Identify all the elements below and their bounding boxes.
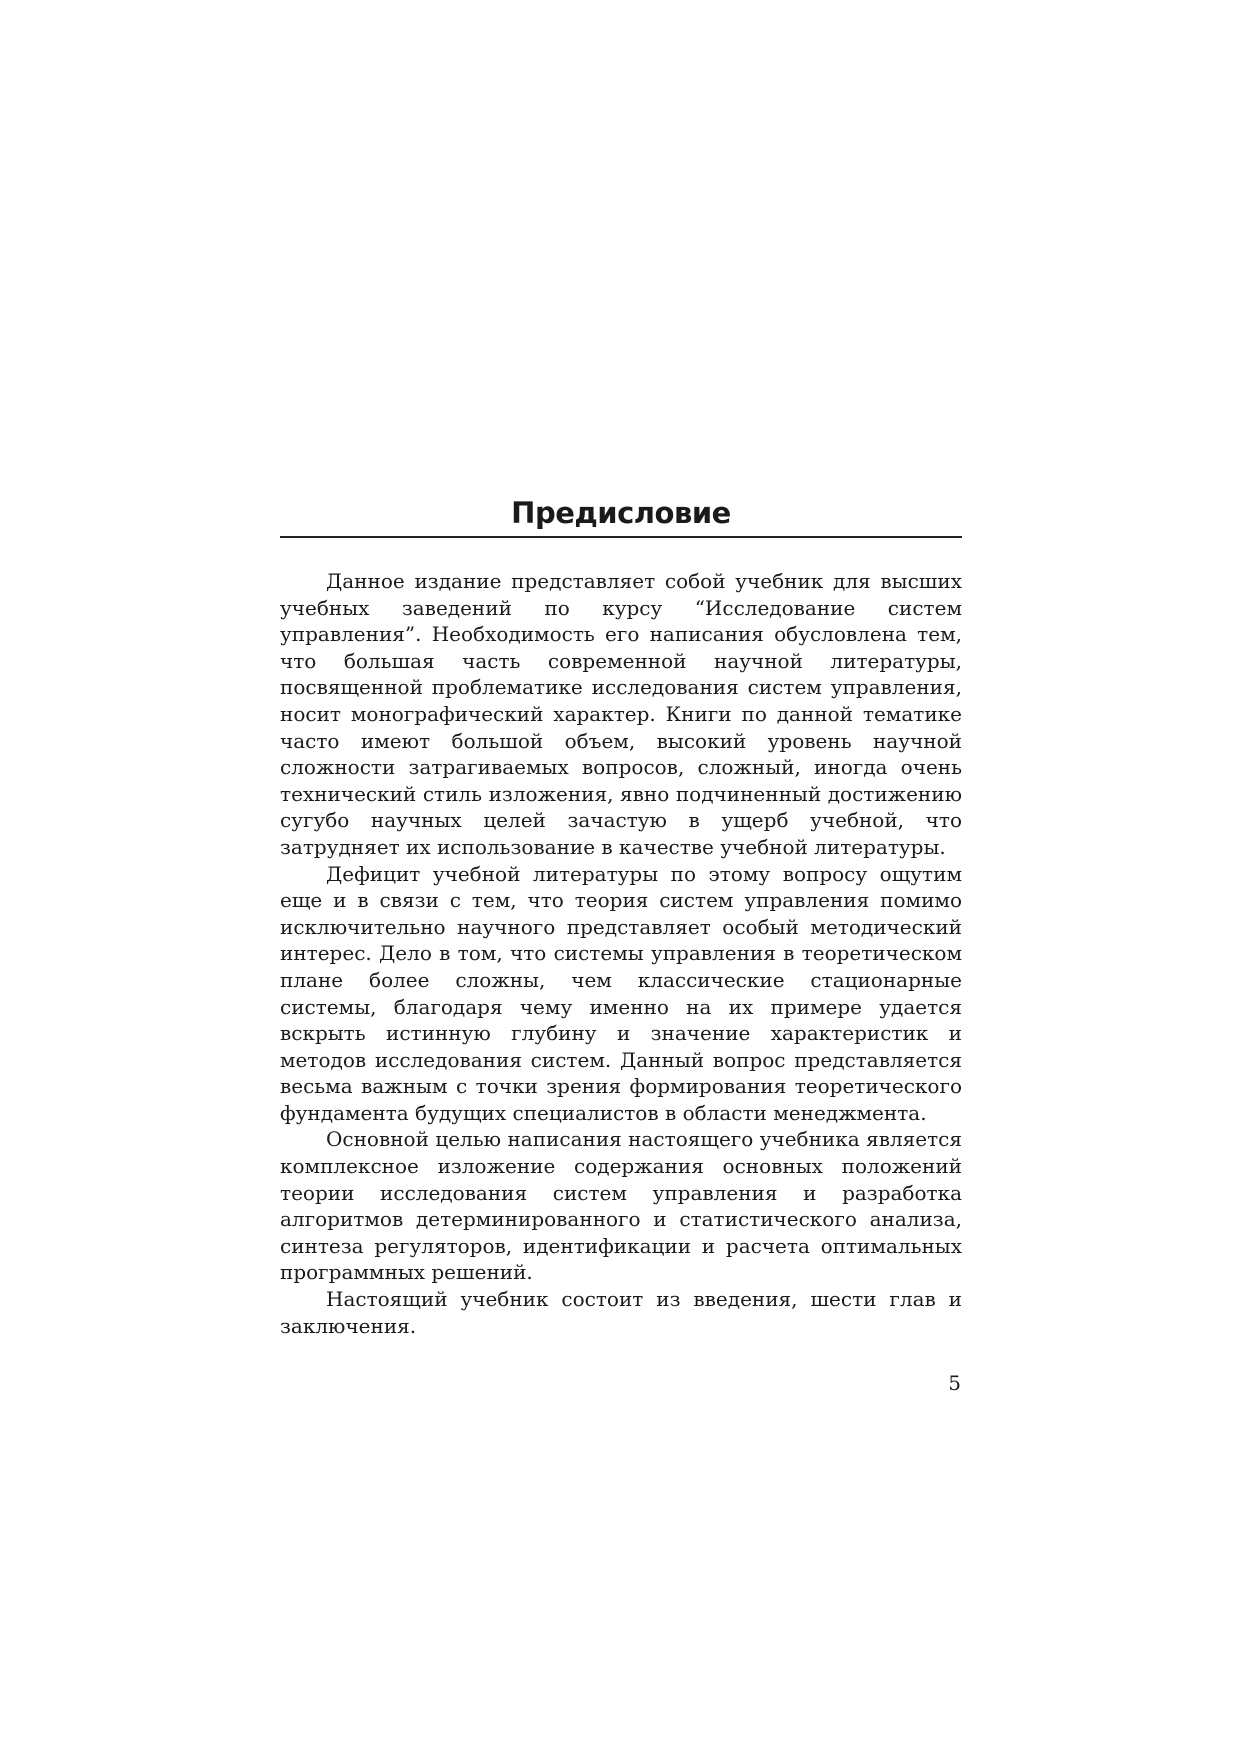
paragraph: Основной целью написания настоящего учебника является комплексное изложение содержания основных положений теории исследования систем управления и разработка алгоритмов детерминированного и статистического анализа, синтеза регуляторов, идентификации и расчета оптимальных программных решений. bbox=[280, 1127, 962, 1285]
page-content bbox=[280, 496, 962, 1339]
chapter-heading: Предисловие bbox=[511, 496, 731, 530]
page-number: 5 bbox=[948, 1371, 961, 1395]
heading-rule bbox=[280, 536, 962, 538]
body-text bbox=[280, 568, 962, 1339]
paragraph: Настоящий учебник состоит из введения, шести глав и заключения. bbox=[280, 1287, 962, 1338]
paragraph: Дефицит учебной литературы по этому вопросу ощутим еще и в связи с тем, что теория систем управления помимо исключительно научного представляет особый методический интерес. Дело в том, что системы управления в теоретическом плане более сложны, чем классические стационарные системы, благодаря чему именно на их примере удается вскрыть истинную глубину и значение характеристик и методов исследования систем. Данный вопрос представляется весьма важным с точки зрения формирования теоретического фундамента будущих специалистов в области менеджмента. bbox=[280, 861, 962, 1125]
paragraph: Данное издание представляет собой учебник для высших учебных заведений по курсу “Исследование систем управления”. Необходимость его написания обусловлена тем, что большая часть современной научной литературы, посвященной проблематике исследования систем управления, носит монографический характер. Книги по данной тематике часто имеют большой объем, высокий уровень научной сложности затрагиваемых вопросов, сложный, иногда очень технический стиль изложения, явно подчиненный достижению сугубо научных целей зачастую в ущерб учебной, что затрудняет их использование в качестве учебной литературы. bbox=[280, 569, 962, 859]
